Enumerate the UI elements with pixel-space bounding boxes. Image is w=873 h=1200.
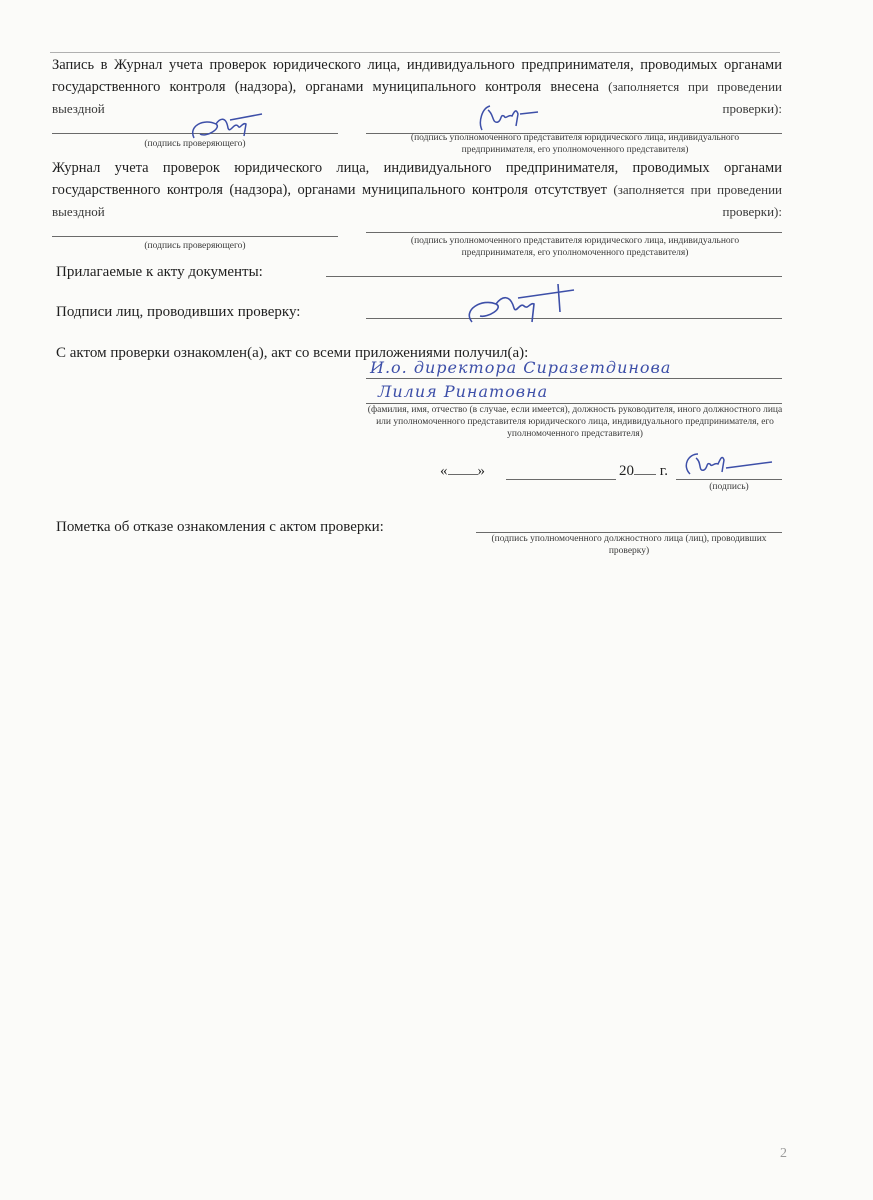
date-month-line (506, 479, 616, 480)
inspector-signature-1 (186, 108, 266, 153)
inspector-signature-2 (462, 282, 582, 335)
inspector-caption-1: (подпись проверяющего) (144, 139, 246, 149)
handwritten-first-patronymic: Лилия Ринатовна (378, 382, 549, 401)
representative-caption-2: (подпись уполномоченного представителя юридического лица, индивидуального предпринимателя, его уполномоченного представителя) (410, 236, 740, 258)
journal-absent-text: Журнал учета проверок юридического лица, индивидуального предпринимателя, проводимых органами государственного контроля (надзора), органами муниципального контроля отсутствует (52, 160, 782, 198)
acknowledged-line-1 (366, 378, 782, 379)
handwritten-position-name: И.о. директора Сиразетдинова (370, 358, 672, 377)
date-year-field (619, 463, 668, 480)
date-year-prefix: 20 (619, 463, 634, 479)
journal-absent-note: (заполняется при проведении выездной проверки): (52, 182, 783, 219)
representative-signature-1 (468, 100, 548, 141)
date-day-field (440, 463, 485, 480)
refusal-caption: (подпись уполномоченного должностного лица (лиц), проводивших проверку) (491, 534, 767, 556)
page-number: 2 (780, 1146, 787, 1161)
journal-entry-text: Запись в Журнал учета проверок юридического лица, индивидуального предпринимателя, проводимых органами государственного контроля (надзора), органами муниципального контроля внесена (52, 57, 782, 95)
inspector-caption-2: (подпись проверяющего) (144, 241, 246, 251)
representative-caption-1: (подпись уполномоченного представителя юридического лица, индивидуального предпринимателя, его уполномоченного представителя) (410, 133, 740, 155)
journal-entry-paragraph (52, 55, 782, 120)
top-rule (50, 52, 780, 53)
acknowledged-signature-caption: (подпись) (709, 482, 749, 492)
date-close-quote: » (477, 463, 485, 479)
date-year-suffix: г. (659, 463, 668, 479)
inspectors-signatures-label: Подписи лиц, проводивших проверку: (56, 304, 301, 320)
acknowledged-signature (676, 448, 776, 487)
attached-docs-label: Прилагаемые к акту документы: (56, 264, 263, 280)
date-open-quote: « (440, 463, 448, 479)
refusal-label: Пометка об отказе ознакомления с актом проверки: (56, 519, 384, 535)
acknowledged-caption: (фамилия, имя, отчество (в случае, если имеется), должность руководителя, иного должностного лица или уполномоченного представителя юридического лица, индивидуального предпринимателя, его уполномоченного представителя) (367, 405, 783, 439)
journal-entry-note: (заполняется при проведении выездной проверки): (52, 79, 783, 116)
acknowledged-label: С актом проверки ознакомлен(а), акт со всеми приложениями получил(а): (56, 345, 529, 361)
representative-signature-line-2 (366, 232, 782, 233)
journal-absent-paragraph (52, 158, 782, 223)
inspector-signature-line-2 (52, 236, 338, 237)
attached-docs-line (326, 276, 782, 277)
